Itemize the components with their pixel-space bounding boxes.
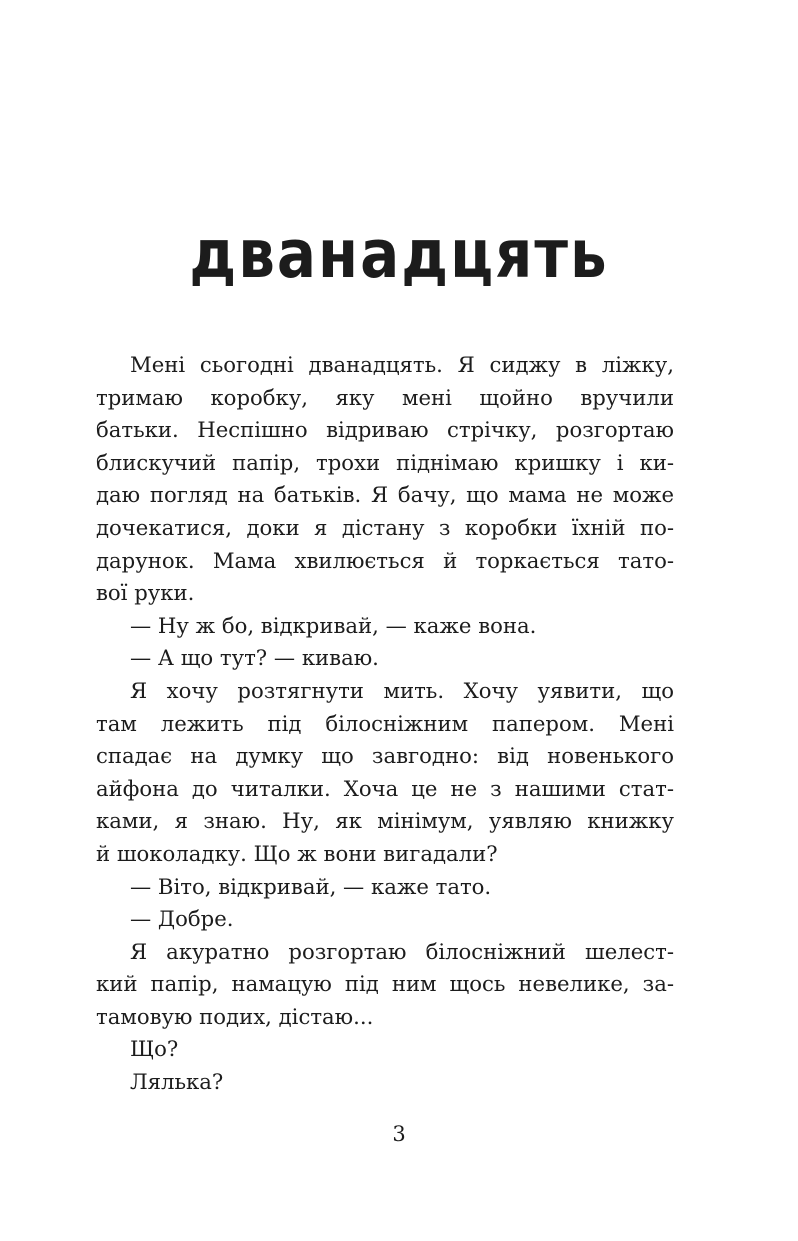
text-line: спадає на думку що завгодно: від новенького	[96, 743, 674, 769]
text-line: тримаю коробку, яку мені щойно вручили	[96, 384, 674, 410]
text-line: — Віто, відкривай, — каже тато.	[130, 873, 492, 899]
text-line: дарунок. Мама хвилюється й торкається тато-	[96, 547, 674, 573]
text-line: дочекатися, доки я дістану з коробки їхній по-	[96, 514, 674, 540]
text-line: Що?	[130, 1036, 179, 1062]
page-number: 3	[392, 1122, 406, 1146]
text-line: — А що тут? — киваю.	[130, 645, 379, 671]
chapter-body-text	[96, 349, 674, 1099]
text-line: там лежить під білосніжним папером. Мені	[96, 710, 674, 736]
text-line: даю погляд на батьків. Я бачу, що мама не може	[96, 482, 674, 508]
text-line: Я акуратно розгортаю білосніжний шелест-	[130, 938, 674, 964]
text-line: Мені сьогодні дванадцять. Я сиджу в ліжку,	[130, 352, 674, 377]
text-line: — Добре.	[130, 906, 234, 932]
text-line: кий папір, намацую під ним щось невелике, за-	[96, 971, 674, 997]
text-line: тамовую подих, дістаю...	[96, 1003, 374, 1029]
text-line: — Ну ж бо, відкривай, — каже вона.	[130, 612, 537, 638]
text-line: айфона до читалки. Хоча це не з нашими стат-	[96, 775, 674, 801]
text-line: вої руки.	[96, 580, 195, 606]
text-line: й шоколадку. Що ж вони вигадали?	[96, 840, 498, 866]
text-line: ками, я знаю. Ну, як мінімум, уявляю книжку	[96, 808, 674, 834]
text-line: батьки. Неспішно відриваю стрічку, розгортаю	[96, 417, 674, 443]
text-line: Я хочу розтягнути мить. Хочу уявити, що	[130, 677, 674, 703]
text-line: Лялька?	[130, 1069, 224, 1095]
chapter-title: дванадцять	[189, 214, 609, 294]
text-line: блискучий папір, трохи піднімаю кришку і ки-	[96, 449, 674, 475]
